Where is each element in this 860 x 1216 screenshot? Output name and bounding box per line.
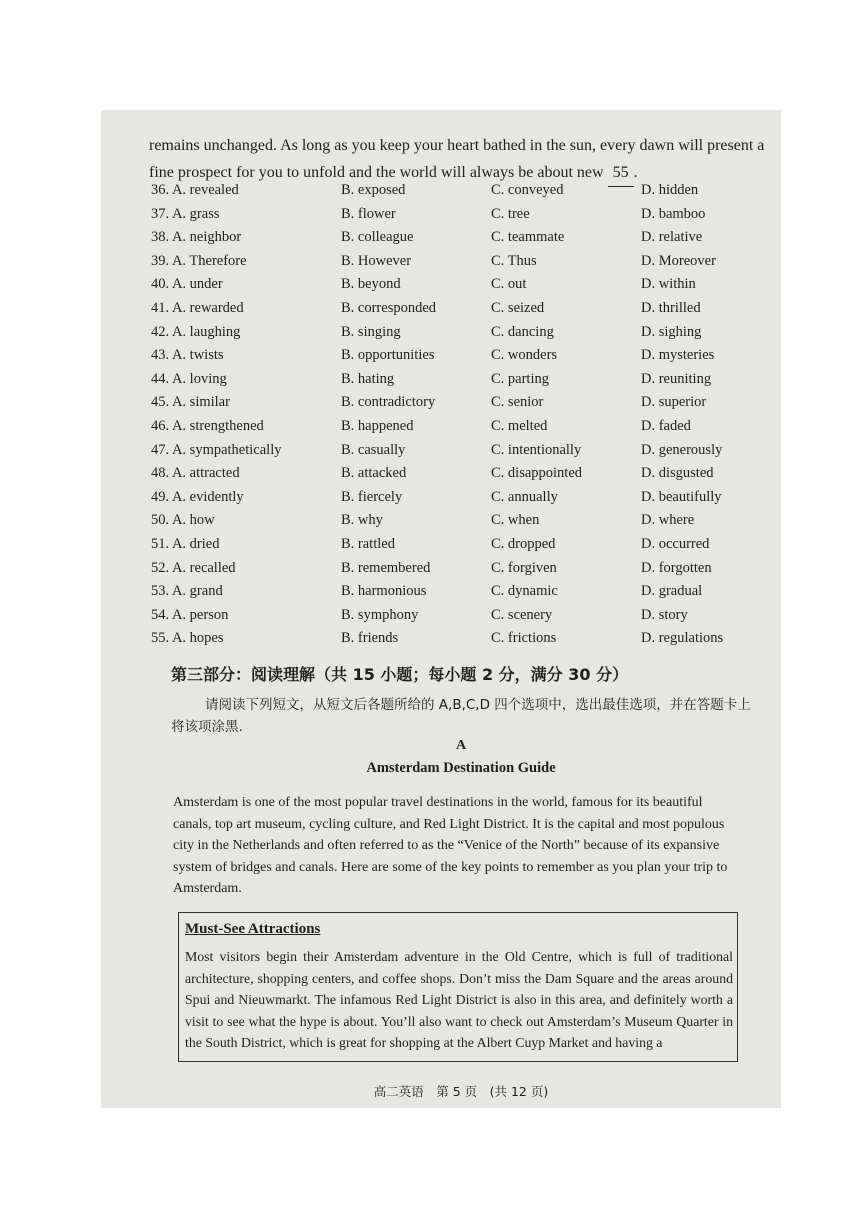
option-a: [151, 560, 236, 577]
option-a: [151, 253, 247, 270]
option-d: D. forgotten: [641, 559, 712, 576]
option-a-text: A. attracted: [171, 465, 240, 482]
option-b: B. fiercely: [341, 488, 403, 505]
option-c: C. melted: [491, 417, 548, 434]
question-number: 42.: [151, 323, 170, 340]
question-number: 54.: [151, 606, 170, 623]
option-a: [151, 418, 264, 435]
option-a-text: A. dried: [171, 535, 220, 552]
question-row: [151, 206, 771, 230]
question-row: [151, 418, 771, 442]
option-a-text: A. revealed: [171, 182, 239, 198]
option-a-text: A. recalled: [171, 559, 236, 576]
option-d: D. faded: [641, 417, 691, 434]
question-row: [151, 229, 771, 253]
question-number: 50.: [151, 512, 170, 529]
page-footer: 高二英语 第 5 页 (共 12 页): [373, 1084, 549, 1099]
question-row: [151, 253, 771, 277]
option-d: D. gradual: [641, 583, 703, 600]
question-number: 48.: [151, 465, 170, 482]
option-c: C. frictions: [491, 630, 557, 647]
option-a-text: A. Therefore: [171, 252, 247, 269]
question-number: 45.: [151, 394, 170, 411]
cloze-options: [151, 182, 771, 654]
option-a-text: A. how: [171, 512, 215, 529]
intro-text: remains unchanged. As long as you keep your heart bathed in the sun, every dawn will present a fine prospect for you to unfold and the world will always be about new: [149, 137, 765, 181]
question-row: [151, 371, 771, 395]
option-b: B. However: [341, 252, 412, 269]
option-b: B. why: [341, 512, 383, 529]
question-number: 40.: [151, 276, 170, 293]
option-b: B. beyond: [341, 276, 401, 293]
intro-text-end: .: [633, 164, 638, 181]
attractions-title: Must-See Attractions: [185, 921, 321, 937]
question-row: [151, 489, 771, 513]
option-d: D. superior: [641, 394, 707, 411]
option-a: [151, 300, 244, 317]
option-a-text: A. laughing: [171, 323, 241, 340]
option-b: B. flower: [341, 205, 396, 222]
question-row: [151, 300, 771, 324]
option-a: [151, 536, 219, 553]
option-c: C. seized: [491, 299, 545, 316]
option-d: D. mysteries: [641, 347, 715, 364]
option-b: B. attacked: [341, 465, 407, 482]
option-a: [151, 276, 223, 293]
question-row: [151, 583, 771, 607]
question-number: 39.: [151, 252, 170, 269]
question-number: 55.: [151, 630, 170, 647]
exam-page: [101, 110, 781, 1108]
question-row: [151, 607, 771, 631]
attractions-text: Most visitors begin their Amsterdam adventure in the Old Centre, which is full of traditional architecture, shopping centers, and coffee shops. Don’t miss the Dam Square and the areas around Spui and Nieuwmarkt. The infamous Red Light District is also in this area, and definitely worth a visit to see what the hype is about. You’ll also want to check out Amsterdam’s Museum Quarter in the South District, which is great for shopping at the Albert Cuyp Market and having a: [185, 949, 733, 1050]
option-a-text: A. rewarded: [171, 299, 244, 316]
option-c: C. teammate: [491, 229, 565, 246]
option-d: D. generously: [641, 441, 723, 458]
option-c: C. out: [491, 276, 527, 293]
option-c: C. intentionally: [491, 441, 582, 458]
option-b: B. symphony: [341, 606, 419, 623]
question-number: 43.: [151, 347, 170, 364]
option-a-text: A. neighbor: [171, 229, 242, 246]
question-number: 41.: [151, 299, 170, 316]
option-a: [151, 442, 281, 459]
question-row: [151, 324, 771, 348]
option-a: [151, 607, 228, 624]
question-row: [151, 630, 771, 654]
option-c: C. dancing: [491, 323, 554, 340]
question-row: [151, 182, 771, 206]
option-d: D. sighing: [641, 323, 702, 340]
option-d: D. thrilled: [641, 299, 701, 316]
question-number: 38.: [151, 229, 170, 246]
section-heading: 第三部分：阅读理解（共 15 小题；每小题 2 分，满分 30 分）: [171, 665, 629, 684]
option-a: [151, 229, 241, 246]
option-c: C. dropped: [491, 535, 556, 552]
option-c: C. tree: [491, 205, 530, 222]
question-number: 53.: [151, 583, 170, 600]
option-c: C. Thus: [491, 252, 537, 269]
question-row: [151, 347, 771, 371]
option-b: B. opportunities: [341, 347, 435, 364]
option-a: [151, 583, 223, 600]
question-number: 36.: [151, 182, 170, 198]
option-d: D. regulations: [641, 630, 724, 647]
question-row: [151, 560, 771, 584]
option-a-text: A. sympathetically: [171, 441, 282, 458]
option-d: D. relative: [641, 229, 703, 246]
question-row: [151, 442, 771, 466]
option-b: B. contradictory: [341, 394, 436, 411]
option-b: B. harmonious: [341, 583, 427, 600]
question-row: [151, 394, 771, 418]
option-d: D. story: [641, 606, 688, 623]
option-d: D. disgusted: [641, 465, 714, 482]
question-row: [151, 512, 771, 536]
question-number: 52.: [151, 559, 170, 576]
option-d: D. within: [641, 276, 696, 293]
option-a-text: A. twists: [171, 347, 224, 364]
option-b: B. colleague: [341, 229, 414, 246]
option-a: [151, 630, 224, 647]
option-a: [151, 512, 215, 529]
option-d: D. beautifully: [641, 488, 722, 505]
option-b: B. rattled: [341, 535, 395, 552]
option-a-text: A. loving: [171, 370, 227, 387]
option-a: [151, 465, 240, 482]
question-number: 51.: [151, 535, 170, 552]
passage-letter: A: [455, 738, 467, 753]
section-instruction: 请阅读下列短文，从短文后各题所给的 A,B,C,D 四个选项中，选出最佳选项，并在答题卡上将该项涂黑.: [171, 697, 751, 735]
option-b: B. remembered: [341, 559, 431, 576]
option-d: D. occurred: [641, 535, 710, 552]
question-row: [151, 276, 771, 300]
option-a: [151, 206, 219, 223]
question-number: 44.: [151, 370, 170, 387]
question-number: 46.: [151, 417, 170, 434]
option-c: C. conveyed: [491, 182, 564, 198]
option-b: B. corresponded: [341, 299, 437, 316]
option-b: B. singing: [341, 323, 401, 340]
intro-paragraph: [149, 132, 779, 187]
option-d: D. reuniting: [641, 370, 712, 387]
option-c: C. scenery: [491, 606, 553, 623]
option-a-text: A. similar: [171, 394, 230, 411]
option-a: [151, 324, 240, 341]
option-a-text: A. grand: [171, 583, 223, 600]
option-d: D. bamboo: [641, 205, 706, 222]
option-a-text: A. evidently: [171, 488, 244, 505]
option-a-text: A. hopes: [171, 630, 224, 647]
option-a: [151, 371, 227, 388]
option-b: B. friends: [341, 630, 399, 647]
attractions-box: [178, 912, 738, 1062]
option-c: C. dynamic: [491, 583, 558, 600]
option-d: D. where: [641, 512, 695, 529]
option-c: C. parting: [491, 370, 549, 387]
option-a-text: A. person: [171, 606, 229, 623]
option-b: B. exposed: [341, 182, 406, 198]
question-row: [151, 536, 771, 560]
option-c: C. senior: [491, 394, 544, 411]
option-a: [151, 182, 239, 199]
option-c: C. disappointed: [491, 465, 583, 482]
option-c: C. wonders: [491, 347, 558, 364]
option-b: B. casually: [341, 441, 406, 458]
passage-body: Amsterdam is one of the most popular travel destinations in the world, famous for its beautiful canals, top art museum, cycling culture, and Red Light District. It is the capital and most populous city in the Netherlands and often referred to as the “Venice of the North” because of its expansive system of bridges and canals. Here are some of the key points to remember as you plan your trip to Amsterdam.: [173, 795, 728, 896]
option-d: D. Moreover: [641, 252, 716, 269]
passage-title: Amsterdam Destination Guide: [366, 760, 556, 776]
option-a: [151, 394, 230, 411]
option-d: D. hidden: [641, 182, 699, 198]
answer-blank: 55: [608, 159, 634, 187]
question-row: [151, 465, 771, 489]
question-number: 37.: [151, 205, 170, 222]
option-a-text: A. grass: [171, 205, 220, 222]
question-number: 47.: [151, 441, 170, 458]
option-a-text: A. under: [171, 276, 223, 293]
option-b: B. hating: [341, 370, 395, 387]
option-c: C. forgiven: [491, 559, 557, 576]
option-a: [151, 489, 244, 506]
option-a-text: A. strengthened: [171, 417, 264, 434]
option-c: C. annually: [491, 488, 558, 505]
option-c: C. when: [491, 512, 540, 529]
question-number: 49.: [151, 488, 170, 505]
option-a: [151, 347, 224, 364]
option-b: B. happened: [341, 417, 414, 434]
